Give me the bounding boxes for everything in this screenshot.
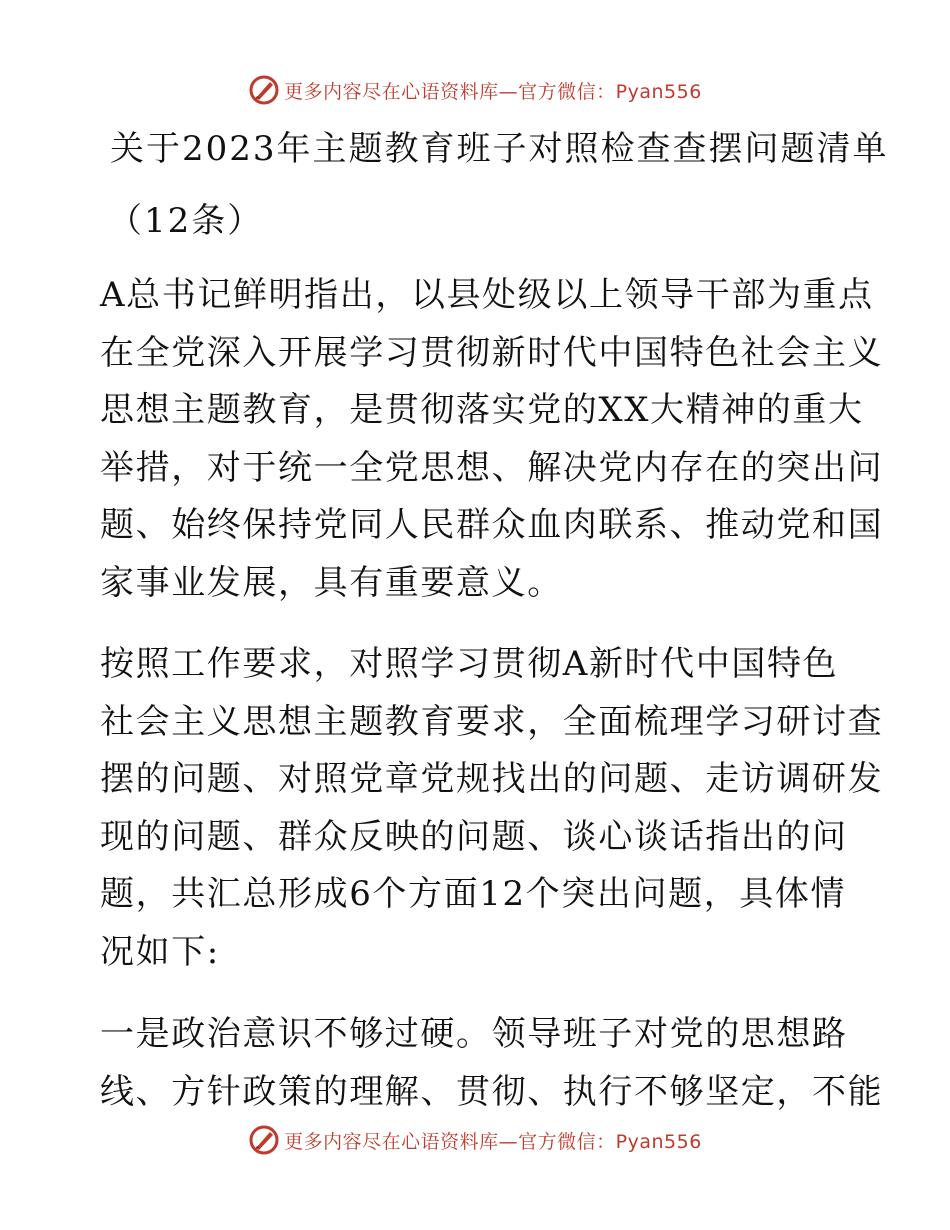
paragraph-line: 社会主义思想主题教育要求，全面梳理学习研讨查 xyxy=(100,701,884,742)
paragraph-line: A总书记鲜明指出，以县处级以上领导干部为重点 xyxy=(100,275,874,315)
paragraph-line: 举措，对于统一全党思想、解决党内存在的突出问 xyxy=(100,447,884,488)
paragraph-line: 况如下: xyxy=(100,931,220,972)
paragraph-issue-one xyxy=(100,1006,884,1121)
paragraph-line: 按照工作要求，对照学习贯彻A新时代中国特色 xyxy=(100,644,839,684)
paragraph-line: 题、始终保持党同人民群众血肉联系、推动党和国 xyxy=(100,505,884,545)
paragraph-line: 家事业发展，具有重要意义。 xyxy=(100,562,563,603)
paragraph-line: 题，共汇总形成6个方面12个突出问题，具体情 xyxy=(100,874,847,914)
quill-pen-seal-icon xyxy=(248,1124,280,1156)
paragraph-line: 线、方针政策的理解、贯彻、执行不够坚定，不能 xyxy=(100,1071,884,1112)
paragraph-line: 一是政治意识不够过硬。领导班子对党的思想路 xyxy=(100,1014,848,1054)
watermark-contact: 官方微信：Pyan556 xyxy=(518,1130,702,1153)
watermark-contact: 官方微信：Pyan556 xyxy=(518,80,702,103)
paragraph-line: 思想主题教育，是贯彻落实党的XX大精神的重大 xyxy=(100,390,864,430)
document-subtitle: （12条） xyxy=(108,201,264,241)
document-title: 关于2023年主题教育班子对照检查查摆问题清单 xyxy=(110,129,889,169)
watermark-footer xyxy=(0,1120,950,1160)
paragraph-line: 在全党深入开展学习贯彻新时代中国特色社会主义 xyxy=(100,332,884,373)
paragraph-line: 现的问题、群众反映的问题、谈心谈话指出的问 xyxy=(100,816,848,857)
watermark-text: 更多内容尽在心语资料库— xyxy=(284,80,519,103)
watermark-header xyxy=(0,70,950,110)
paragraph-line: 摆的问题、对照党章党规找出的问题、走访调研发 xyxy=(100,759,884,799)
paragraph-intro xyxy=(100,267,884,612)
quill-pen-seal-icon xyxy=(248,74,280,106)
watermark-text: 更多内容尽在心语资料库— xyxy=(284,1130,519,1153)
paragraph-requirements xyxy=(100,636,884,981)
